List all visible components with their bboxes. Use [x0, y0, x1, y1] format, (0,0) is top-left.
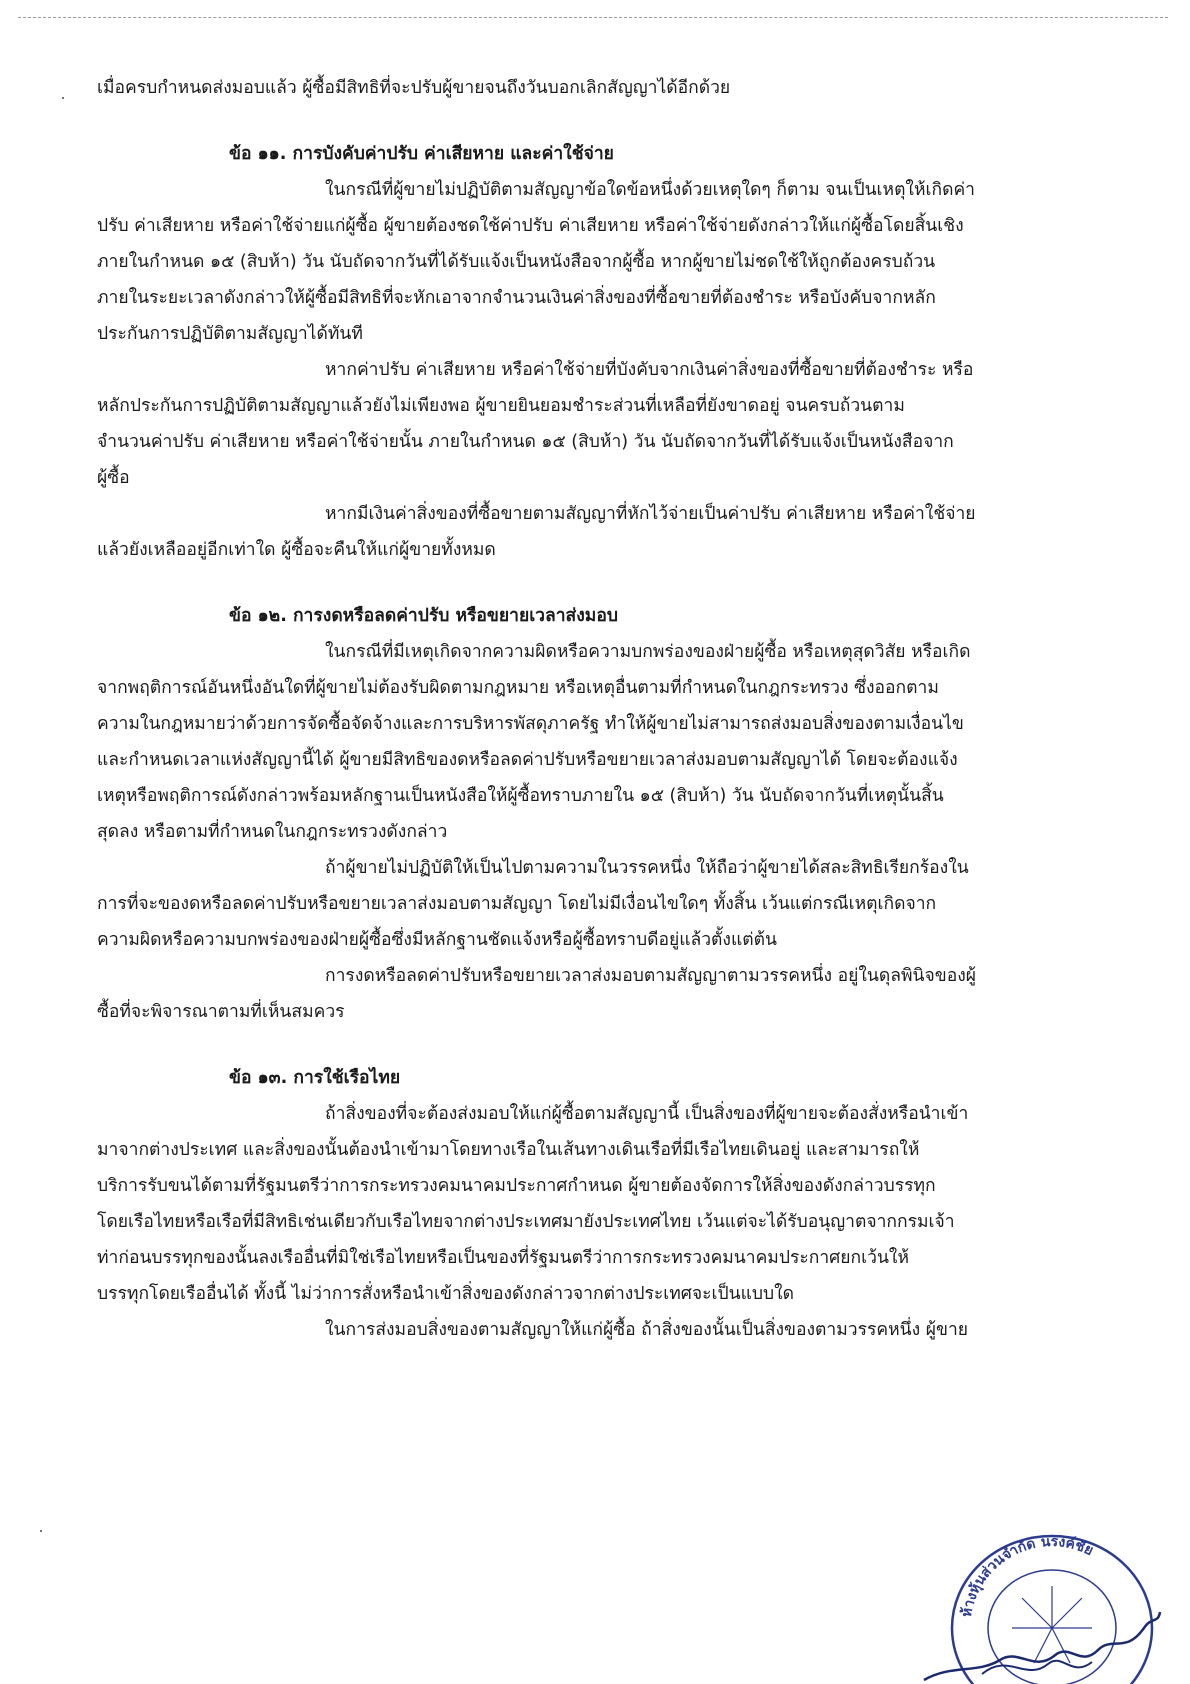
seal-inner-ring	[988, 1570, 1116, 1684]
text-line: สุดลง หรือตามที่กำหนดในกฎกระทรวงดังกล่าว	[97, 822, 448, 842]
spacer	[97, 568, 1072, 598]
scan-speck	[62, 97, 64, 99]
text-line: ถ้าสิ่งของที่จะต้องส่งมอบให้แก่ผู้ซื้อตามสัญญานี้ เป็นสิ่งของที่ผู้ขายจะต้องสั่งหรือนำเข้า	[325, 1104, 969, 1124]
spacer	[97, 1030, 1072, 1060]
clause-11-paragraph-1	[97, 172, 1072, 352]
text-line: ปรับ ค่าเสียหาย หรือค่าใช้จ่ายแก่ผู้ซื้อ ผู้ขายต้องชดใช้ค่าปรับ ค่าเสียหาย หรือค่าใช้จ่ายดังกล่าวให้แก่ผู้ซื้อโดยสิ้นเชิง	[97, 216, 964, 236]
spacer	[97, 106, 1072, 136]
text-line: โดยเรือไทยหรือเรือที่มีสิทธิเช่นเดียวกับเรือไทยจากต่างประเทศมายังประเทศไทย เว้นแต่จะได้รับอนุญาตจากกรมเจ้า	[97, 1212, 955, 1232]
text-line: มาจากต่างประเทศ และสิ่งของนั้นต้องนำเข้ามาโดยทางเรือในเส้นทางเดินเรือที่มีเรือไทยเดินอยู่ และสามารถให้	[97, 1140, 920, 1160]
text-line: ภายในกำหนด ๑๕ (สิบห้า) วัน นับถัดจากวันที่ได้รับแจ้งเป็นหนังสือจากผู้ซื้อ หากผู้ขายไม่ชดใช้ให้ถูกต้องครบถ้วน	[97, 252, 936, 272]
text-line: ในกรณีที่มีเหตุเกิดจากความผิดหรือความบกพร่องของฝ่ายผู้ซื้อ หรือเหตุสุดวิสัย หรือเกิด	[325, 642, 971, 662]
handwritten-signature	[924, 1612, 1160, 1680]
text-line: ถ้าผู้ขายไม่ปฏิบัติให้เป็นไปตามความในวรรคหนึ่ง ให้ถือว่าผู้ขายได้สละสิทธิเรียกร้องใน	[325, 858, 969, 878]
clause-13	[97, 1060, 1072, 1348]
text-line: แล้วยังเหลืออยู่อีกเท่าใด ผู้ซื้อจะคืนให้แก่ผู้ขายทั้งหมด	[97, 540, 496, 560]
text-line: หากมีเงินค่าสิ่งของที่ซื้อขายตามสัญญาที่หักไว้จ่ายเป็นค่าปรับ ค่าเสียหาย หรือค่าใช้จ่าย	[325, 504, 976, 524]
text-line: หลักประกันการปฏิบัติตามสัญญาแล้วยังไม่เพียงพอ ผู้ขายยินยอมชำระส่วนที่เหลือที่ยังขาดอยู่ จนครบถ้วนตาม	[97, 396, 905, 416]
text-line: ในการส่งมอบสิ่งของตามสัญญาให้แก่ผู้ซื้อ ถ้าสิ่งของนั้นเป็นสิ่งของตามวรรคหนึ่ง ผู้ขาย	[325, 1320, 969, 1340]
document-body	[97, 70, 1072, 1348]
handwritten-signature	[982, 1661, 1092, 1674]
clause-12	[97, 598, 1072, 1030]
text-line: ในกรณีที่ผู้ขายไม่ปฏิบัติตามสัญญาข้อใดข้อหนึ่งด้วยเหตุใดๆ ก็ตาม จนเป็นเหตุให้เกิดค่า	[325, 180, 975, 200]
text-line: จำนวนค่าปรับ ค่าเสียหาย หรือค่าใช้จ่ายนั้น ภายในกำหนด ๑๕ (สิบห้า) วัน นับถัดจากวันที่ได้รับแจ้งเป็นหนังสือจาก	[97, 432, 954, 452]
text-line: การงดหรือลดค่าปรับหรือขยายเวลาส่งมอบตามสัญญาตามวรรคหนึ่ง อยู่ในดุลพินิจของผู้	[325, 966, 977, 986]
clause-13-paragraph-2	[97, 1312, 1072, 1348]
text-line: การที่จะของดหรือลดค่าปรับหรือขยายเวลาส่งมอบตามสัญญา โดยไม่มีเงื่อนไขใดๆ ทั้งสิ้น เว้นแต่กรณีเหตุเกิดจาก	[97, 894, 937, 914]
text-line: เมื่อครบกำหนดส่งมอบแล้ว ผู้ซื้อมีสิทธิที่จะปรับผู้ขายจนถึงวันบอกเลิกสัญญาได้อีกด้วย	[97, 78, 731, 98]
text-line: ท่าก่อนบรรทุกของนั้นลงเรืออื่นที่มิใช่เรือไทยหรือเป็นของที่รัฐมนตรีว่าการกระทรวงคมนาคมประกาศยกเว้นให้	[97, 1248, 909, 1268]
seal-outer-ring	[952, 1533, 1152, 1684]
text-line: หากค่าปรับ ค่าเสียหาย หรือค่าใช้จ่ายที่บังคับจากเงินค่าสิ่งของที่ซื้อขายที่ต้องชำระ หรือ	[325, 360, 974, 380]
clause-11	[97, 136, 1072, 568]
text-line: ประกันการปฏิบัติตามสัญญาได้ทันที	[97, 324, 363, 344]
company-seal-stamp	[922, 1478, 1162, 1684]
clause-12-paragraph-3	[97, 958, 1072, 1030]
intro-paragraph	[97, 70, 1072, 106]
text-line: จากพฤติการณ์อันหนึ่งอันใดที่ผู้ขายไม่ต้องรับผิดตามกฎหมาย หรือเหตุอื่นตามที่กำหนดในกฎกระทรวง ซึ่งออกตาม	[97, 678, 939, 698]
clause-11-paragraph-3	[97, 496, 1072, 568]
text-line: เหตุหรือพฤติการณ์ดังกล่าวพร้อมหลักฐานเป็นหนังสือให้ผู้ซื้อทราบภายใน ๑๕ (สิบห้า) วัน นับถัดจากวันที่เหตุนั้นสิ้น	[97, 786, 944, 806]
scan-top-border	[18, 17, 1168, 18]
clause-12-paragraph-2	[97, 850, 1072, 958]
text-line: ภายในระยะเวลาดังกล่าวให้ผู้ซื้อมีสิทธิที่จะหักเอาจากจำนวนเงินค่าสิ่งของที่ซื้อขายที่ต้องชำระ หรือบังคับจากหลัก	[97, 288, 936, 308]
text-line: บรรทุกโดยเรืออื่นได้ ทั้งนี้ ไม่ว่าการสั่งหรือนำเข้าสิ่งของดังกล่าวจากต่างประเทศจะเป็นแบบใด	[97, 1284, 794, 1304]
text-line: ความในกฎหมายว่าด้วยการจัดซื้อจัดจ้างและการบริหารพัสดุภาครัฐ ทำให้ผู้ขายไม่สามารถส่งมอบสิ่งของตามเงื่อนไข	[97, 714, 964, 734]
text-line: บริการรับขนได้ตามที่รัฐมนตรีว่าการกระทรวงคมนาคมประกาศกำหนด ผู้ขายต้องจัดการให้สิ่งของดังกล่าวบรรทุก	[97, 1176, 936, 1196]
text-line: ผู้ซื้อ	[97, 468, 130, 488]
seal-emblem-icon	[1012, 1586, 1092, 1663]
clause-12-paragraph-1	[97, 634, 1072, 850]
clause-heading: ข้อ ๑๑. การบังคับค่าปรับ ค่าเสียหาย และค่าใช้จ่าย	[229, 144, 614, 164]
clause-11-paragraph-2	[97, 352, 1072, 496]
scan-speck	[40, 1530, 42, 1532]
clause-heading: ข้อ ๑๒. การงดหรือลดค่าปรับ หรือขยายเวลาส่งมอบ	[229, 606, 618, 626]
text-line: และกำหนดเวลาแห่งสัญญานี้ได้ ผู้ขายมีสิทธิของดหรือลดค่าปรับหรือขยายเวลาส่งมอบตามสัญญาได้ โดยจะต้องแจ้ง	[97, 750, 958, 770]
clause-13-paragraph-1	[97, 1096, 1072, 1312]
text-line: ซื้อที่จะพิจารณาตามที่เห็นสมควร	[97, 1002, 345, 1022]
text-line: ความผิดหรือความบกพร่องของฝ่ายผู้ซื้อซึ่งมีหลักฐานชัดแจ้งหรือผู้ซื้อทราบดีอยู่แล้วตั้งแต่ต้น	[97, 930, 777, 950]
seal-text: ห้างหุ้นส่วนจำกัด นรงค์ชัย	[958, 1533, 1096, 1619]
clause-heading: ข้อ ๑๓. การใช้เรือไทย	[229, 1068, 401, 1088]
